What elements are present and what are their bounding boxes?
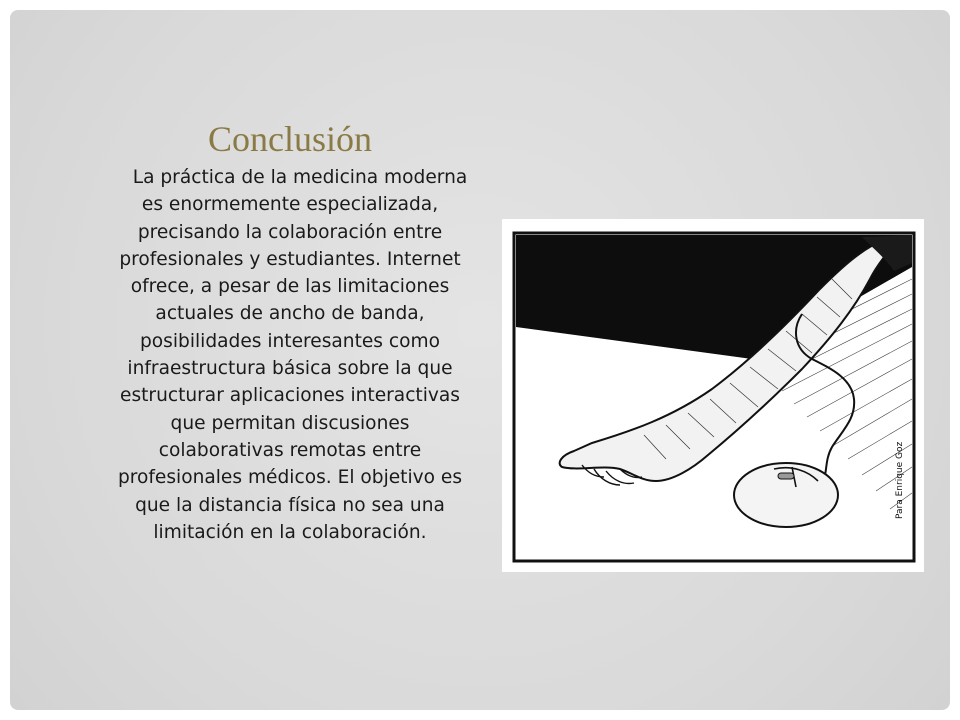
arm-mouse-illustration <box>502 219 924 572</box>
slide-title: Conclusión <box>207 119 372 159</box>
slide <box>10 10 950 710</box>
signature-text: Para Enrique Goz <box>895 441 905 519</box>
slide-body-text: La práctica de la medicina moderna es enormemente especializada, precisando la colaboración entre profesionales y estudiantes. Internet ofrece, a pesar de las limitaciones actuales de ancho de banda, posibilidades interesantes como infraestructura básica sobre la que estructurar aplicaciones interactivas que permitan discusiones colaborativas remotas entre profesionales médicos. El objetivo es que la distancia física no sea una limitación en la colaboración. <box>117 167 468 543</box>
cartoon-drawing <box>502 219 924 572</box>
